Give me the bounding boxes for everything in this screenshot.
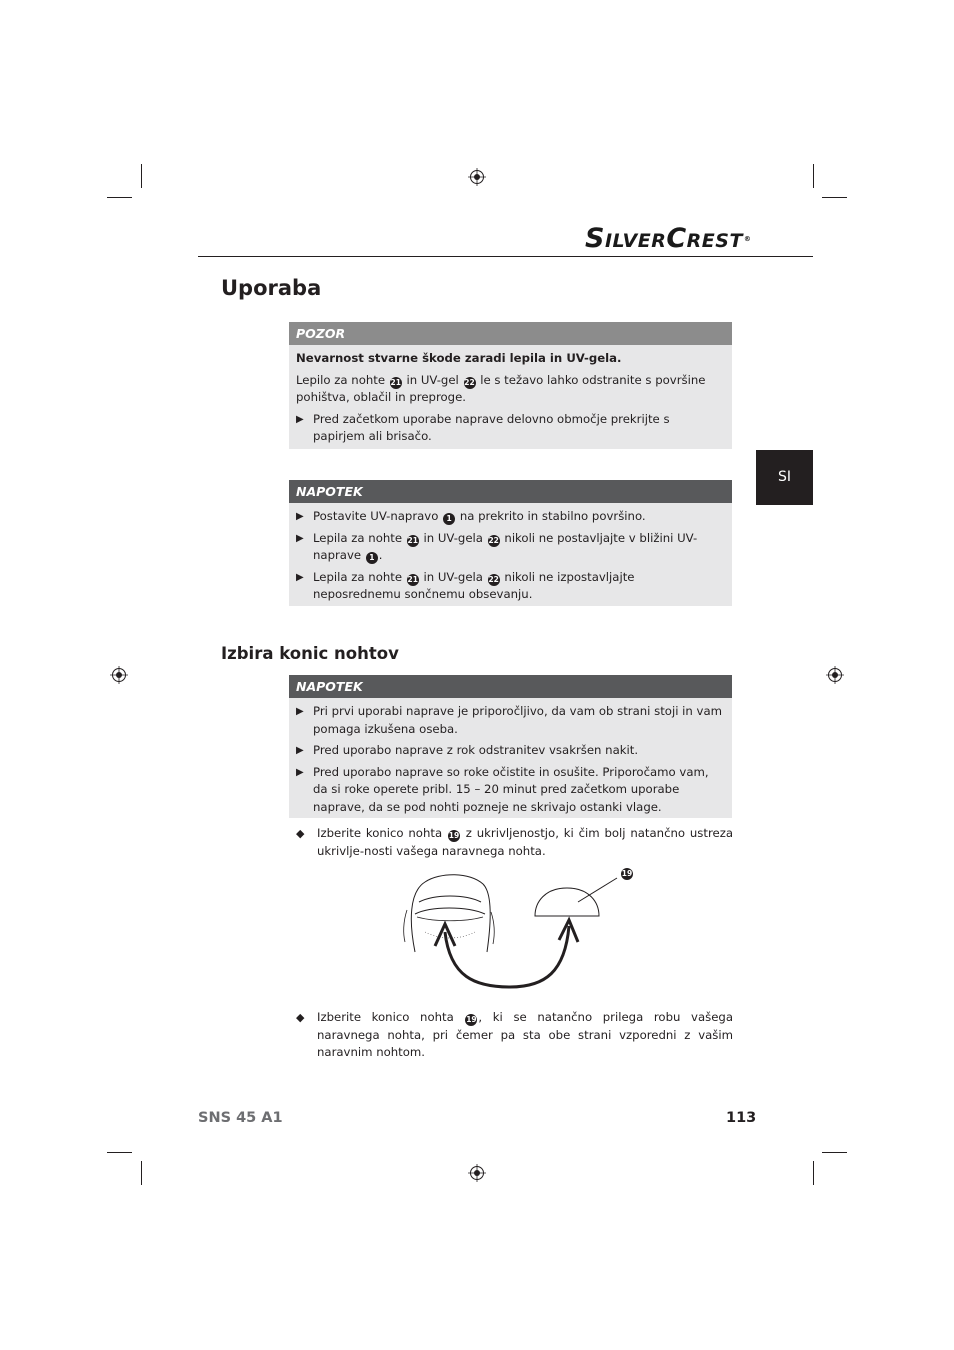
ref-number: 22 [464, 377, 475, 387]
section-title: Izbira konic nohtov [221, 644, 399, 663]
triangle-bullet-icon: ▶ [296, 766, 304, 778]
napotek-box-2 [289, 675, 732, 818]
step-2: ◆ Izberite konico nohta 19 , ki se natančno prilega robu vašega naravnega nohta, pri čemer pa sta obe strani vzporedni z vašim naravnim nohtom. [296, 1009, 733, 1062]
ref-number: 1 [443, 513, 455, 525]
list-item: ▶ Lepila za nohte 21 in UV-gela 22 nikoli ne izpostavljajte neposrednemu sončnemu obsevanju. [296, 569, 724, 604]
triangle-bullet-icon: ▶ [296, 511, 304, 522]
ref-number: 21 [407, 574, 418, 584]
ref-number: 21 [407, 535, 418, 545]
figure-callout: 19 [621, 869, 633, 878]
nail-tip-illustration [395, 862, 645, 992]
diamond-bullet-icon: ◆ [296, 1011, 305, 1024]
pozor-box [289, 322, 732, 449]
list-item: ▶ Pred uporabo naprave z rok odstranitev vsakršen nakit. [296, 742, 724, 760]
pozor-warning: Nevarnost stvarne škode zaradi lepila in UV-gela. [296, 351, 622, 365]
napotek-heading: NAPOTEK [289, 675, 732, 698]
brand-logo: SILVERCREST® [585, 223, 752, 254]
ref-number: 19 [448, 831, 460, 840]
pozor-heading: POZOR [289, 322, 732, 345]
language-tab: SI [756, 450, 813, 505]
registration-mark-right [826, 666, 844, 684]
ref-number: 1 [366, 552, 378, 564]
ref-number: 19 [466, 1015, 477, 1024]
page-title: Uporaba [221, 276, 322, 300]
triangle-bullet-icon: ▶ [296, 413, 304, 425]
page-number: 113 [726, 1110, 757, 1126]
ref-number: 22 [488, 574, 499, 584]
registration-mark-bottom [468, 1164, 486, 1182]
ref-number: 21 [390, 377, 401, 387]
pozor-text: Lepilo za nohte 21 in UV-gel 22 le s težavo lahko odstranite s površine pohištva, oblačil in preproge. [296, 372, 706, 404]
footer-model: SNS 45 A1 [198, 1110, 283, 1126]
triangle-bullet-icon: ▶ [296, 532, 304, 544]
ref-number: 22 [488, 535, 499, 545]
registration-mark-top [468, 168, 486, 186]
diamond-bullet-icon: ◆ [296, 827, 305, 840]
triangle-bullet-icon: ▶ [296, 571, 304, 583]
list-item: ▶ Pred uporabo naprave so roke očistite in osušite. Priporočamo vam, da si roke operete pribl. 15 – 20 minut pred začetkom uporabe naprave, da se pod nohti pozneje ne skrivajo ostanki vlage. [296, 764, 724, 817]
list-item: ▶ Postavite UV-napravo 1 na prekrito in stabilno površino. [296, 508, 724, 526]
napotek-heading: NAPOTEK [289, 480, 732, 503]
list-item: ▶ Pred začetkom uporabe naprave delovno območje prekrijte s papirjem ali brisačo. [296, 411, 724, 446]
header-rule [198, 256, 813, 257]
triangle-bullet-icon: ▶ [296, 706, 304, 717]
registration-mark-left [110, 666, 128, 684]
triangle-bullet-icon: ▶ [296, 745, 304, 756]
napotek-box-1 [289, 480, 732, 606]
list-item: ▶ Lepila za nohte 21 in UV-gela 22 nikoli ne postavljajte v bližini UV-naprave 1 . [296, 530, 724, 565]
list-item: ▶ Pri prvi uporabi naprave je priporočljivo, da vam ob strani stoji in vam pomaga izkušena oseba. [296, 703, 724, 738]
step-1: ◆ Izberite konico nohta 19 z ukrivljenostjo, ki čim bolj natančno ustreza ukrivlje-nosti vašega naravnega nohta. [296, 825, 733, 860]
